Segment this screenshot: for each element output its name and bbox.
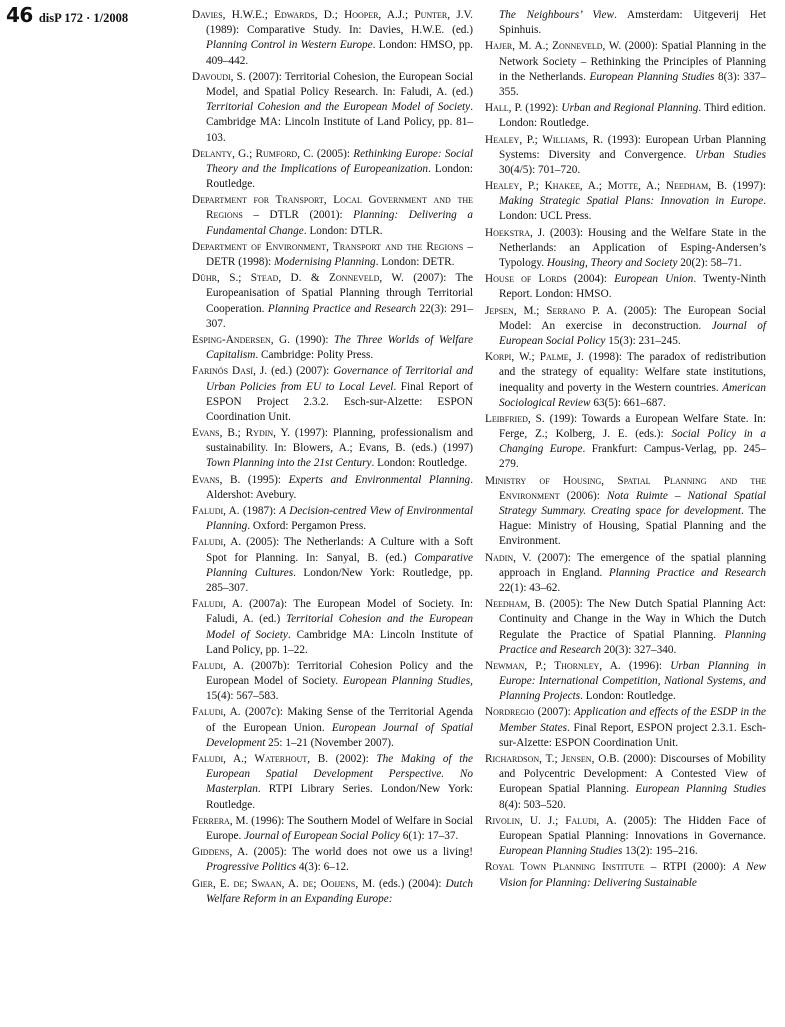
reference-authors: Faludi, A.: [192, 598, 243, 611]
reference-text: (2005): The European Social Model: An exercise in deconstruction.: [499, 304, 766, 332]
reference-text: (1992):: [522, 102, 562, 115]
reference-details: 63(5): 661–687.: [590, 396, 666, 409]
reference-details: . London/New York: Routledge, pp. 285–307.: [206, 566, 473, 594]
reference-entry: [192, 426, 473, 472]
reference-title: A Decision-centred View of Environmental Planning: [206, 505, 473, 533]
reference-entry: [192, 271, 473, 332]
reference-text: (1996):: [620, 659, 671, 672]
reference-title: Experts and Environmental Planning: [288, 473, 471, 486]
reference-details: . Twenty-Ninth Report. London: HMSO.: [499, 273, 767, 301]
reference-authors: Hajer, M. A.; Zonneveld, W.: [485, 40, 622, 53]
reference-authors: Evans, B.: [192, 473, 241, 486]
reference-text: (2007b): Territorial Cohesion Policy and the European Model of Society.: [206, 659, 474, 688]
reference-details: 30(4/5): 701–720.: [499, 163, 581, 176]
reference-authors: Healey, P.; Williams, R.: [485, 133, 604, 146]
reference-title: Planning Control in Western Europe: [206, 39, 373, 52]
references-right-column: [485, 8, 766, 892]
reference-entry: [192, 597, 473, 658]
reference-authors: Gier, E. de; Swaan, A. de; Ooijens, M.: [192, 877, 376, 890]
reference-title: Town Planning into the 21st Century: [206, 457, 372, 470]
reference-authors: Evans, B.; Rydin, Y.: [192, 427, 290, 440]
reference-text: (199): Towards a European Welfare State. In: Ferge, Z.; Kolberg, J. E. (eds.):: [499, 412, 766, 441]
reference-authors: Faludi, A.: [192, 706, 241, 719]
reference-title: Urban Studies: [695, 148, 767, 161]
reference-entry: [192, 8, 473, 69]
page-number: 46: [6, 3, 33, 27]
reference-title: European Planning Studies: [589, 70, 715, 83]
reference-title: Urban and Regional Planning: [561, 102, 699, 115]
reference-entry: [192, 659, 473, 705]
reference-text: (2006):: [559, 489, 607, 502]
reference-title: A New Vision for Planning: Delivering Sustainable: [499, 861, 767, 889]
reference-text: (2005):: [313, 147, 354, 160]
reference-details: 13(2): 195–216.: [622, 845, 698, 858]
reference-entry: [192, 535, 473, 596]
reference-entry: [485, 474, 766, 550]
reference-entry: [485, 705, 766, 751]
reference-entry: [485, 272, 766, 302]
reference-entry: [485, 350, 766, 411]
reference-text: (1997): Planning, professionalism and sustainability. In: Blowers, A.; Evans, B. (eds.) (1997): [206, 427, 473, 455]
reference-details: . London: UCL Press.: [499, 195, 766, 223]
reference-entry: [192, 705, 473, 751]
reference-entry: [485, 39, 766, 100]
reference-authors: Davoudi, S.: [192, 70, 246, 83]
reference-text: (1996): The Southern Model of Welfare in Social Europe.: [206, 814, 473, 842]
reference-details: . RTPI Library Series. London/New York: Routledge.: [206, 783, 473, 811]
reference-text: (2007):: [534, 706, 574, 719]
reference-title: Rethinking Europe: Social Theory and the Implications of Europeanization: [206, 147, 473, 175]
reference-title: Territorial Cohesion and the European Model of Society: [206, 101, 471, 114]
reference-details: . London: Routledge.: [580, 690, 676, 703]
reference-authors: Ferrera, M.: [192, 814, 249, 827]
reference-title: The Three Worlds of Welfare Capitalism: [206, 333, 473, 362]
page-header: [6, 3, 128, 27]
references-left-column: [192, 8, 473, 908]
reference-text: (2000): Discourses of Mobility and Polycentric Development: A Contested View of European Spatial Planning.: [499, 753, 766, 796]
reference-title: Planning Practice and Research: [608, 566, 767, 579]
reference-details: . Frankfurt: Campus-Verlag, pp. 245–279.: [499, 443, 766, 471]
reference-entry: [485, 597, 766, 658]
reference-authors: Farinós Dasí, J.: [192, 365, 268, 378]
reference-title: European Planning Studies: [499, 845, 623, 858]
reference-details: . London: Routledge.: [206, 162, 473, 191]
reference-entry: [485, 860, 766, 890]
reference-entry: [192, 814, 473, 844]
reference-entry: [192, 333, 473, 363]
reference-title: Comparative Planning Cultures: [206, 551, 473, 579]
reference-title: Journal of European Social Policy: [499, 319, 766, 347]
reference-title: Progressive Politics: [206, 861, 297, 874]
reference-details: . Amsterdam: Uitgeverij Het Spinhuis.: [499, 9, 766, 37]
reference-authors: Newman, P.; Thornley, A.: [485, 659, 621, 672]
reference-entry: [485, 101, 766, 131]
reference-details: . Oxford: Pergamon Press.: [247, 520, 367, 533]
reference-text: (1990):: [289, 333, 335, 346]
reference-details: 22(3): 291–307.: [206, 302, 474, 330]
reference-authors: Royal Town Planning Institute – RTPI: [485, 861, 687, 874]
reference-text: (1997):: [727, 180, 766, 193]
reference-details: . The Hague: Ministry of Housing, Spatial Planning and the Environment.: [499, 505, 766, 548]
reference-authors: Department for Transport, Local Government and the Regions – DTLR: [192, 194, 473, 222]
reference-title: The Neighbours’ View: [499, 9, 615, 21]
reference-entry: [192, 364, 473, 425]
reference-details: . Cambridge MA: Lincoln Institute of Land Policy, pp. 1–22.: [206, 628, 473, 656]
reference-entry: [485, 814, 766, 860]
reference-entry: [485, 133, 766, 179]
reference-details: 8(4): 503–520.: [499, 798, 566, 811]
reference-title: European Planning Studies: [635, 783, 766, 796]
reference-text: (2005): The New Dutch Spatial Planning Act: Continuity and Change in the Way in Which the Dutch Regulate the Practice of Spatial Planning.: [499, 598, 766, 641]
reference-title: Governance of Territorial and Urban Policies from EU to Local Level: [206, 365, 473, 393]
reference-title: Application and effects of the ESDP in the Member States: [499, 706, 766, 734]
reference-text: (2000): Spatial Planning in the Network Society – Rethinking the Principles of Planning in the Netherlands.: [499, 40, 767, 83]
reference-authors: Korpi, W.; Palme, J.: [485, 351, 584, 364]
reference-details: 20(3): 327–340.: [601, 643, 677, 656]
reference-authors: Nadin, V.: [485, 551, 532, 564]
reference-title: American Sociological Review: [499, 381, 766, 409]
reference-details: . London: Routledge.: [371, 457, 468, 470]
reference-details: . Aldershot: Avebury.: [206, 473, 473, 501]
reference-title: Urban Planning in Europe: International Competition, National Systems, and Planning Projects: [499, 659, 766, 703]
reference-details: . Final Report, ESPON project 2.3.1. Esch-sur-Alzette: ESPON Coordination Unit.: [499, 721, 766, 749]
reference-title: Modernising Planning: [274, 256, 376, 268]
reference-details: 15(4): 567–583.: [206, 690, 279, 703]
reference-title: European Planning Studies,: [342, 675, 473, 688]
reference-authors: Jepsen, M.; Serrano P. A.: [485, 304, 618, 317]
reference-entry: [192, 877, 473, 907]
reference-text: (1998):: [235, 256, 275, 268]
reference-entry: [192, 70, 473, 146]
reference-authors: Dühr, S.; Stead, D. & Zonneveld, W.: [192, 272, 404, 285]
reference-text: (2000):: [686, 861, 733, 874]
reference-authors: Delanty, G.; Rumford, C.: [192, 147, 314, 160]
reference-title: Nota Ruimte – National Spatial Strategy Summary. Creating space for development: [499, 489, 766, 517]
reference-entry: [485, 659, 766, 705]
reference-entry: [485, 551, 766, 597]
reference-authors: Needham, B.: [485, 598, 546, 611]
reference-details: 15(3): 231–245.: [605, 334, 681, 347]
reference-details: . Third edition. London: Routledge.: [499, 102, 766, 130]
reference-details: 20(2): 58–71.: [677, 257, 742, 269]
reference-title: European Journal of Spatial Development: [206, 721, 473, 749]
reference-text: (2005): The world does not owe us a living!: [248, 846, 473, 859]
reference-authors: Rivolin, U. J.; Faludi, A.: [485, 814, 617, 827]
reference-text: (2005): The Netherlands: A Culture with a Soft Spot for Planning. In: Sanyal, B. (ed.): [206, 536, 473, 564]
reference-text: (2007): The emergence of the spatial planning approach in England.: [499, 551, 766, 579]
reference-continuation: [485, 8, 766, 38]
reference-title: Dutch Welfare Reform in an Expanding Europe:: [206, 877, 474, 905]
reference-details: 25: 1–21 (November 2007).: [265, 736, 394, 749]
reference-text: (eds.) (2004):: [375, 877, 446, 890]
reference-details: . London: HMSO, pp. 409–442.: [206, 39, 473, 67]
reference-details: 22(1): 43–62.: [499, 581, 561, 594]
reference-title: Making Strategic Spatial Plans: Innovation in Europe: [499, 195, 764, 208]
reference-text: (1987):: [239, 505, 280, 517]
reference-title: The Making of the European Spatial Development Perspective. No Masterplan: [206, 753, 474, 796]
reference-details: . Cambridge MA: Lincoln Institute of Land Policy, pp. 81–103.: [206, 101, 473, 144]
reference-authors: Hall, P.: [485, 102, 523, 115]
reference-entry: [485, 179, 766, 225]
reference-details: 8(3): 337–355.: [499, 70, 766, 98]
reference-text: (2003): Housing and the Welfare State in the Netherlands: an Application of Esping-Andersen’s Typology.: [499, 226, 766, 269]
reference-text: (2007): Territorial Cohesion, the European Social Model, and Spatial Policy Research. In: Faludi, A. (ed.): [206, 70, 474, 98]
reference-title: European Union: [614, 273, 694, 286]
reference-entry: [192, 845, 473, 875]
reference-text: (2007c): Making Sense of the Territorial Agenda of the European Union.: [206, 706, 473, 734]
reference-authors: Faludi, A.: [192, 505, 240, 517]
reference-entry: [192, 240, 473, 270]
reference-title: Social Policy in a Changing Europe: [499, 428, 767, 456]
reference-authors: House of Lords: [485, 273, 567, 286]
reference-entry: [485, 752, 766, 813]
reference-authors: Giddens, A.: [192, 846, 249, 859]
reference-text: (1989): Comparative Study. In: Davies, H.W.E. (ed.): [206, 24, 473, 37]
reference-text: (1998): The paradox of redistribution and the strategy of equality: Welfare state institutions, inequality and poverty in the Western countries.: [499, 351, 766, 394]
reference-title: Planning Practice and Research: [267, 302, 417, 315]
reference-title: Housing, Theory and Society: [546, 257, 678, 269]
reference-title: Journal of European Social Policy: [244, 829, 400, 842]
reference-details: . Final Report of ESPON Project 2.3.2. Esch-sur-Alzette: ESPON Coordination Unit.: [206, 380, 473, 423]
journal-citation: disP 172 · 1/2008: [38, 11, 129, 25]
reference-entry: [192, 752, 473, 813]
reference-title: Planning: Delivering a Fundamental Change: [206, 209, 473, 237]
reference-authors: Esping-Andersen, G.: [192, 333, 290, 346]
reference-authors: Department of Environment, Transport and the Regions – DETR: [192, 240, 473, 268]
reference-text: (2007a): The European Model of Society. In: Faludi, A. (ed.): [206, 598, 473, 626]
reference-title: Territorial Cohesion and the European Model of Society: [206, 613, 473, 641]
reference-authors: Davies, H.W.E.; Edwards, D.; Hooper, A.J.; Punter, J.V.: [192, 9, 473, 21]
reference-entry: [485, 226, 766, 272]
reference-authors: Hoekstra, J.: [485, 226, 545, 239]
reference-text: (ed.) (2007):: [267, 365, 334, 378]
reference-authors: Nordregio: [485, 706, 535, 719]
reference-entry: [485, 412, 766, 473]
reference-authors: Ministry of Housing, Spatial Planning and the Environment: [485, 474, 766, 502]
reference-details: . London: DETR.: [375, 256, 455, 268]
reference-entry: [192, 193, 473, 239]
reference-details: 4(3): 6–12.: [296, 861, 349, 874]
reference-text: (1993): European Urban Planning Systems: Diversity and Convergence.: [499, 133, 766, 161]
reference-authors: Faludi, A.; Waterhout, B.: [192, 753, 329, 765]
reference-entry: [192, 504, 473, 534]
reference-authors: Leibfried, S.: [485, 412, 545, 425]
reference-text: (2002):: [328, 753, 377, 765]
reference-text: (2004):: [566, 273, 615, 286]
reference-details: . Cambridge: Polity Press.: [255, 349, 374, 362]
reference-entry: [192, 147, 473, 193]
reference-authors: Richardson, T.; Jensen, O.B.: [485, 753, 620, 765]
reference-text: (2007): The Europeanisation of Spatial Planning through Territorial Cooperation.: [206, 272, 473, 315]
reference-text: (2005): The Hidden Face of European Spatial Planning: Innovations in Governance.: [499, 814, 766, 842]
reference-authors: Healey, P.; Khakee, A.; Motte, A.; Needham, B.: [485, 180, 728, 193]
reference-text: (2001):: [298, 209, 354, 222]
reference-entry: [485, 304, 766, 350]
reference-authors: Faludi, A.: [192, 659, 244, 672]
reference-details: 6(1): 17–37.: [399, 829, 459, 842]
reference-title: Planning Practice and Research: [499, 628, 766, 656]
reference-text: (1995):: [240, 473, 289, 486]
reference-entry: [192, 473, 473, 503]
reference-authors: Faludi, A.: [192, 536, 242, 549]
reference-details: . London: DTLR.: [303, 224, 383, 237]
